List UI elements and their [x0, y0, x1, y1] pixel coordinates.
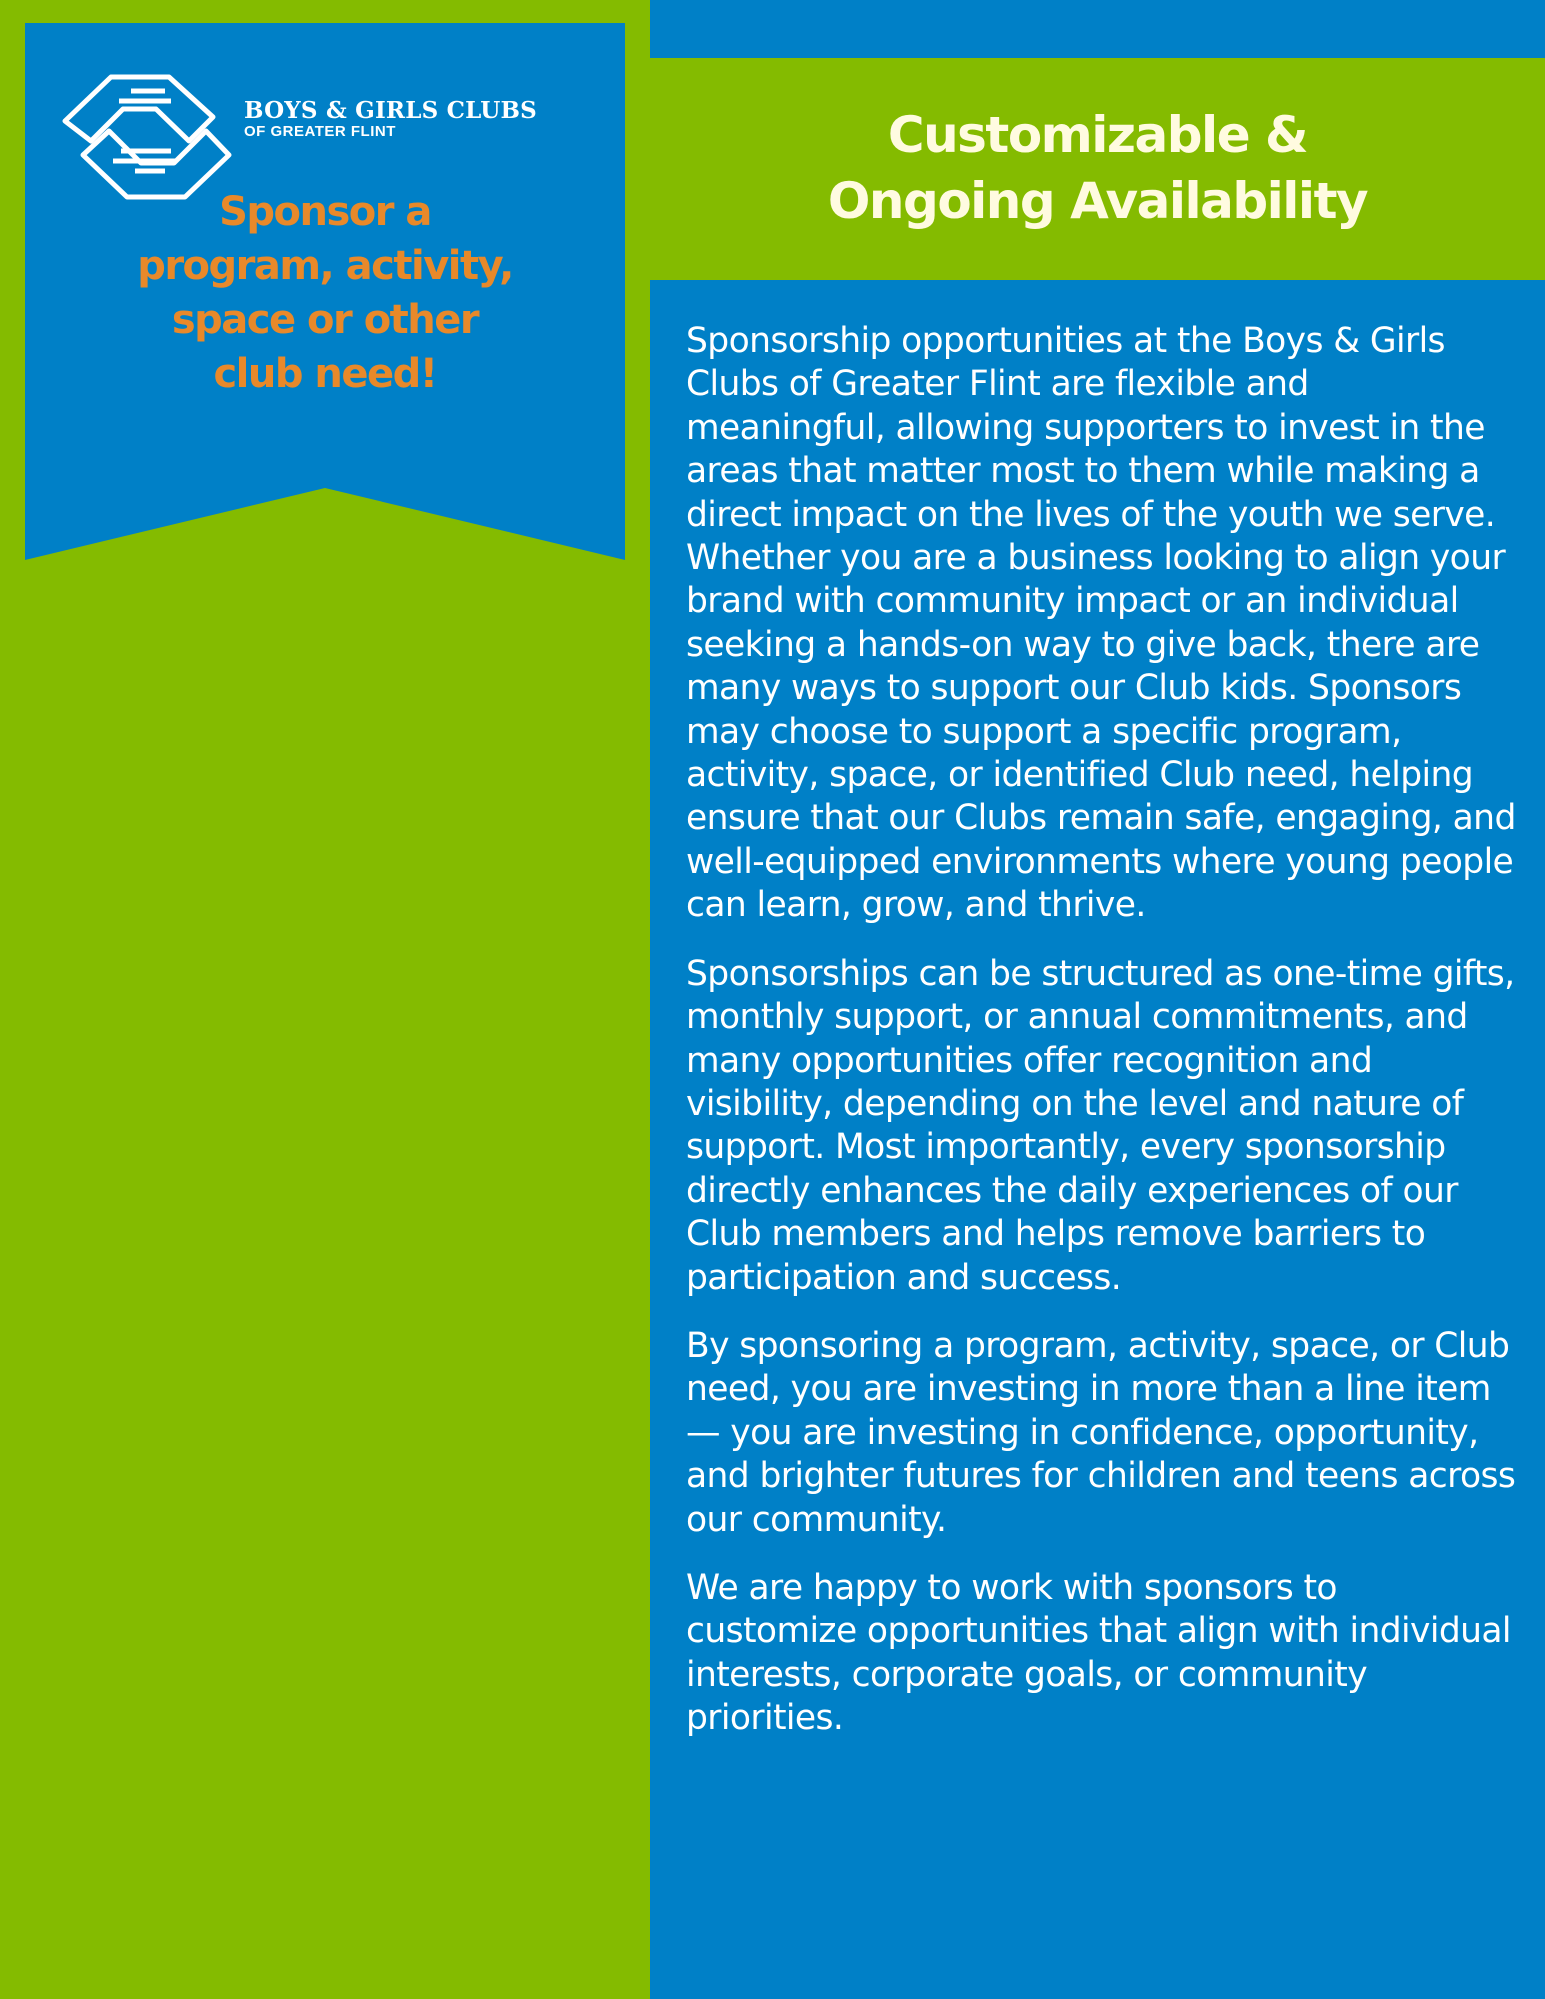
banner-headline-line: space or other	[171, 297, 479, 343]
body-text	[686, 320, 1516, 1766]
page-title-line: Ongoing Availability	[827, 172, 1368, 230]
banner-headline-line: club need!	[213, 351, 437, 397]
body-paragraph: Sponsorship opportunities at the Boys & Girls Clubs of Greater Flint are flexible and meaningful, allowing supporters to invest in the areas that matter most to them while making a direct impact on the lives of the youth we serve. Whether you are a business looking to align your brand with community impact or an individual seeking a hands-on way to give back, there are many ways to support our Club kids. Sponsors may choose to support a specific program, activity, space, or identified Club need, helping ensure that our Clubs remain safe, engaging, and well-equipped environments where young people can learn, grow, and thrive.	[686, 321, 1516, 926]
logo-org-name: BOYS & GIRLS CLUBS	[244, 97, 537, 124]
body-paragraph: Sponsorships can be structured as one-time gifts, monthly support, or annual commitments, and many opportunities offer recognition and visibility, depending on the level and nature of support. Most importantly, every sponsorship directly enhances the daily experiences of our Club members and helps remove barriers to participation and success.	[686, 953, 1515, 1298]
banner-headline-line: program, activity,	[137, 243, 513, 289]
banner-headline	[55, 185, 595, 401]
body-paragraph: We are happy to work with sponsors to customize opportunities that align with individual interests, corporate goals, or community priorities.	[686, 1567, 1511, 1739]
top-blue-bar	[650, 0, 1545, 58]
sponsor-banner	[25, 23, 625, 560]
banner-headline-line: Sponsor a	[219, 189, 431, 235]
body-paragraph: By sponsoring a program, activity, space, or Club need, you are investing in more than a line item — you are investing in confidence, opportunity, and brighter futures for children and teens across our community.	[686, 1325, 1516, 1540]
logo-org-subname: OF GREATER FLINT	[244, 123, 396, 140]
page-title-line: Customizable &	[887, 106, 1308, 164]
page-title	[650, 102, 1545, 234]
